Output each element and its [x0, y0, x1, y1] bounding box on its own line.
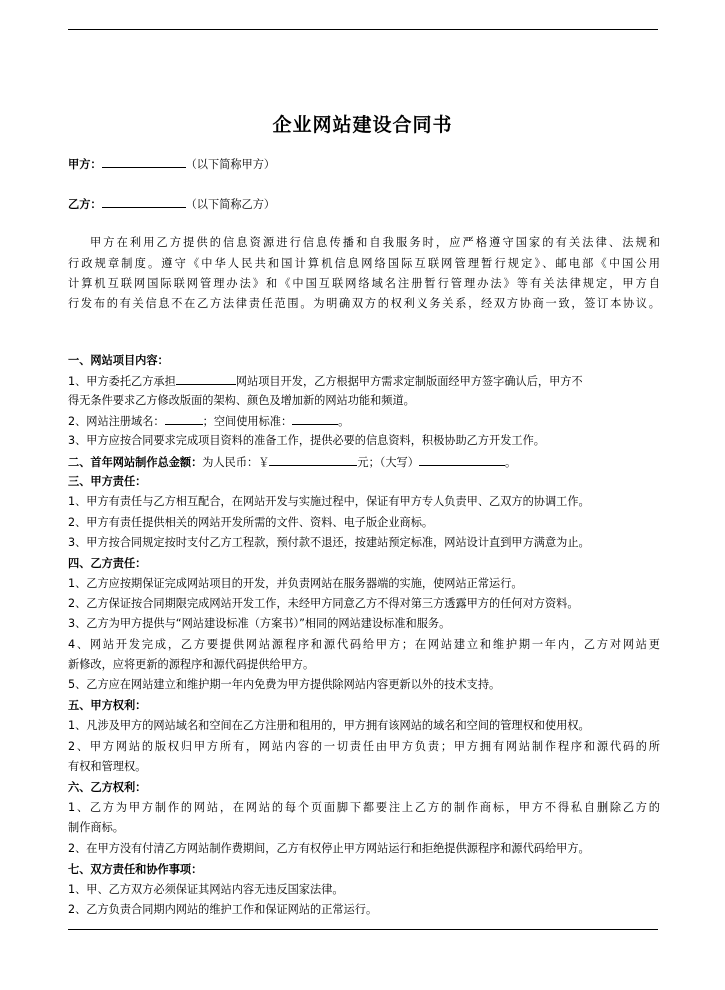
- s1-item-1-line: [68, 371, 660, 392]
- s4-item: 1、乙方应按期保证完成网站项目的开发，并负责网站在服务器端的实施，使网站正常运行。: [68, 577, 523, 590]
- section-2-line: [68, 452, 660, 473]
- section-7-heading: 七、双方责任和协作事项：: [68, 863, 203, 876]
- party-b-line: [68, 194, 660, 215]
- s5-item: 1、凡涉及甲方的网站域名和空间在乙方注册和租用的，甲方拥有该网站的域名和空间的管理权和使用权。: [68, 719, 590, 732]
- amount-label: 为人民币：￥: [202, 456, 270, 469]
- domain-label: 2、网站注册域名：: [68, 415, 165, 428]
- s6-item: 2、在甲方没有付清乙方网站制作费期间，乙方有权停止甲方网站运行和拒绝提供源程序和源代码给甲方。: [68, 842, 590, 855]
- period: 。: [504, 456, 517, 469]
- section-2-heading: 二、首年网站制作总金额：: [68, 456, 203, 469]
- party-a-line: [68, 154, 660, 175]
- party-b-note: （以下简称乙方）: [185, 198, 276, 211]
- section-4-heading: 四、乙方责任：: [68, 557, 147, 570]
- section-3-heading: 三、甲方责任：: [68, 475, 147, 488]
- header-rule: [68, 29, 658, 30]
- document-title: 企业网站建设合同书: [272, 114, 453, 136]
- party-b-label: 乙方：: [68, 198, 102, 211]
- s1-item-1-text: 1、甲方委托乙方承担: [68, 375, 176, 388]
- preamble-line: 行发布的有关信息不在乙方法律责任范围。为明确双方的权利义务关系，经双方协商一致，签订本协议。: [68, 297, 660, 310]
- s4-item: 4、网站开发完成，乙方要提供网站源程序和源代码给甲方；在网站建立和维护期一年内，乙方对网站更: [68, 638, 660, 651]
- s6-item: 1、乙方为甲方制作的网站，在网站的每个页面脚下都要注上乙方的制作商标，甲方不得私自删除乙方的: [68, 801, 660, 814]
- domain-blank[interactable]: [165, 411, 203, 425]
- party-a-note: （以下简称甲方）: [185, 158, 276, 171]
- s1-item-1-text-cont: 网站项目开发，乙方根据甲方需求定制版面经甲方签字确认后，甲方不: [235, 375, 583, 388]
- space-label: ；空间使用标准：: [202, 415, 293, 428]
- space-blank[interactable]: [292, 411, 338, 425]
- amount-upper-blank[interactable]: [419, 452, 505, 466]
- s4-item: 5、乙方应在网站建立和维护期一年内免费为甲方提供除网站内容更新以外的技术支持。: [68, 678, 501, 691]
- s4-item: 3、乙方为甲方提供与“网站建设标准（方案书）”相同的网站建设标准和服务。: [68, 617, 451, 630]
- section-1-heading: 一、网站项目内容：: [68, 354, 169, 367]
- s4-item-cont: 新修改，应将更新的源程序和源代码提供给甲方。: [68, 658, 315, 671]
- party-a-label: 甲方：: [68, 158, 102, 171]
- preamble-line: 行政规章制度。遵守《中华人民共和国计算机信息网络国际互联网管理暂行规定》、邮电部《中国公用: [68, 257, 660, 270]
- s5-item: 2、甲方网站的版权归甲方所有，网站内容的一切责任由甲方负责；甲方拥有网站制作程序和源代码的所: [68, 740, 660, 753]
- party-a-blank[interactable]: [102, 154, 186, 168]
- s6-item-cont: 制作商标。: [68, 821, 124, 834]
- section-6-heading: 六、乙方权利：: [68, 781, 147, 794]
- period: 。: [338, 415, 350, 428]
- preamble-line: 甲方在利用乙方提供的信息资源进行信息传播和自我服务时，应严格遵守国家的有关法律、法规和: [90, 236, 660, 249]
- project-name-blank[interactable]: [176, 371, 236, 385]
- s7-item: 2、乙方负责合同期内网站的维护工作和保证网站的正常运行。: [68, 903, 378, 916]
- s7-item: 1、甲、乙方双方必须保证其网站内容无违反国家法律。: [68, 883, 344, 896]
- s3-item: 2、甲方有责任提供相关的网站开发所需的文件、资料、电子版企业商标。: [68, 516, 434, 529]
- amount-upper-label: 元；（大写）: [357, 456, 419, 469]
- s1-item-2-line: [68, 411, 660, 432]
- s1-item-3: 3、甲方应按合同要求完成项目资料的准备工作，提供必要的信息资料，积极协助乙方开发工作。: [68, 434, 545, 447]
- s3-item: 1、甲方有责任与乙方相互配合，在网站开发与实施过程中，保证有甲方专人负责甲、乙双方的协调工作。: [68, 495, 590, 508]
- party-b-blank[interactable]: [102, 194, 186, 208]
- s1-item-1-line-2: 得无条件要求乙方修改版面的架构、颜色及增加新的网站功能和频道。: [68, 394, 415, 407]
- s3-item: 3、甲方按合同规定按时支付乙方工程款，预付款不退还，按建站预定标准，网站设计直到甲方满意为止。: [68, 536, 590, 549]
- section-5-heading: 五、甲方权利：: [68, 699, 147, 712]
- amount-blank[interactable]: [269, 452, 357, 466]
- s5-item-cont: 有权和管理权。: [68, 760, 147, 773]
- s4-item: 2、乙方保证按合同期限完成网站开发工作，未经甲方同意乙方不得对第三方透露甲方的任何对方资料。: [68, 597, 579, 610]
- footer-rule: [68, 929, 658, 930]
- preamble-line: 计算机互联网国际联网管理办法》和《中国互联网络域名注册暂行管理办法》等有关法律规定，甲方自: [68, 277, 660, 290]
